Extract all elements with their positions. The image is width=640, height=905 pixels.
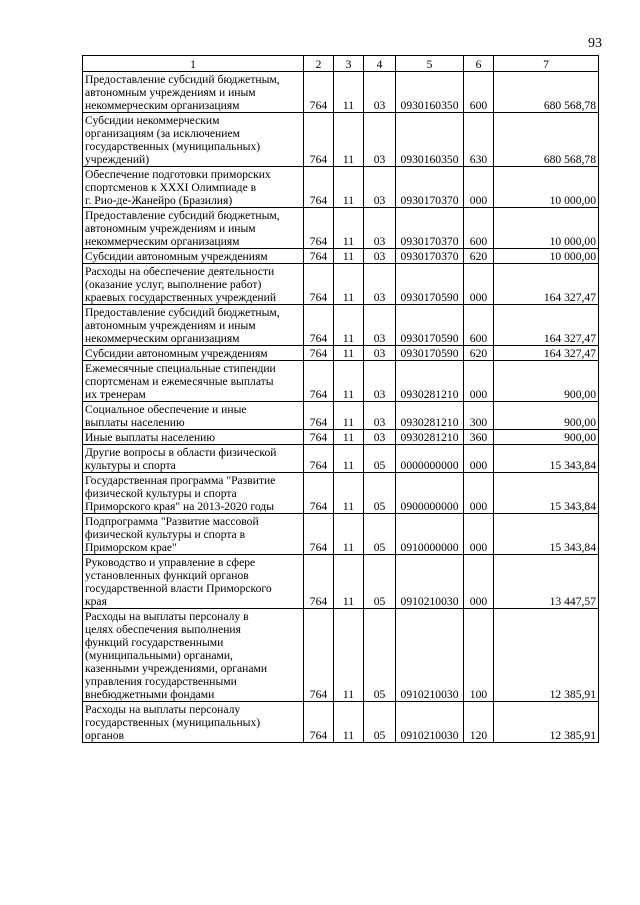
ministry-code-cell: 764 <box>304 249 334 264</box>
ministry-code-cell: 764 <box>304 702 334 743</box>
table-row <box>83 445 599 473</box>
target-article-cell: 0900000000 <box>396 473 464 514</box>
table-row <box>83 430 599 445</box>
section-code-cell: 11 <box>334 702 364 743</box>
expense-name-cell: Другие вопросы в области физической культуры и спорта <box>83 445 304 473</box>
column-header: 4 <box>364 56 396 72</box>
column-header: 6 <box>464 56 494 72</box>
expense-name-cell: Ежемесячные специальные стипендии спортсменам и ежемесячные выплаты их тренерам <box>83 361 304 402</box>
subsection-code-cell: 03 <box>364 167 396 208</box>
section-code-cell: 11 <box>334 514 364 555</box>
section-code-cell: 11 <box>334 208 364 249</box>
table-row <box>83 473 599 514</box>
amount-cell: 12 385,91 <box>494 702 599 743</box>
table-row <box>83 361 599 402</box>
amount-cell: 680 568,78 <box>494 113 599 167</box>
amount-cell: 900,00 <box>494 361 599 402</box>
table-row <box>83 208 599 249</box>
subsection-code-cell: 05 <box>364 555 396 609</box>
expense-name-cell: Расходы на выплаты персоналу государственных (муниципальных) органов <box>83 702 304 743</box>
expense-type-cell: 600 <box>464 208 494 249</box>
subsection-code-cell: 03 <box>364 361 396 402</box>
section-code-cell: 11 <box>334 473 364 514</box>
expense-name-cell: Субсидии автономным учреждениям <box>83 249 304 264</box>
amount-cell: 13 447,57 <box>494 555 599 609</box>
expense-type-cell: 600 <box>464 305 494 346</box>
target-article-cell: 0930160350 <box>396 113 464 167</box>
amount-cell: 164 327,47 <box>494 264 599 305</box>
expense-name-cell: Субсидии некоммерческим организациям (за исключением государственных (муниципальных) учреждений) <box>83 113 304 167</box>
column-header: 7 <box>494 56 599 72</box>
ministry-code-cell: 764 <box>304 555 334 609</box>
column-header: 2 <box>304 56 334 72</box>
amount-cell: 12 385,91 <box>494 609 599 702</box>
expense-name-cell: Подпрограмма "Развитие массовой физической культуры и спорта в Приморском крае" <box>83 514 304 555</box>
amount-cell: 680 568,78 <box>494 72 599 113</box>
section-code-cell: 11 <box>334 113 364 167</box>
section-code-cell: 11 <box>334 346 364 361</box>
column-header: 1 <box>83 56 304 72</box>
section-code-cell: 11 <box>334 430 364 445</box>
section-code-cell: 11 <box>334 555 364 609</box>
section-code-cell: 11 <box>334 167 364 208</box>
subsection-code-cell: 05 <box>364 609 396 702</box>
ministry-code-cell: 764 <box>304 609 334 702</box>
expense-name-cell: Расходы на выплаты персоналу в целях обеспечения выполнения функций государственными (муниципальными) органами, казенными учреждениями, органами управления государственными внебюджетными фондами <box>83 609 304 702</box>
expense-name-cell: Социальное обеспечение и иные выплаты населению <box>83 402 304 430</box>
target-article-cell: 0000000000 <box>396 445 464 473</box>
expense-type-cell: 000 <box>464 473 494 514</box>
subsection-code-cell: 03 <box>364 305 396 346</box>
table-row <box>83 609 599 702</box>
subsection-code-cell: 03 <box>364 249 396 264</box>
amount-cell: 164 327,47 <box>494 346 599 361</box>
target-article-cell: 0930281210 <box>396 361 464 402</box>
subsection-code-cell: 03 <box>364 402 396 430</box>
section-code-cell: 11 <box>334 305 364 346</box>
expense-type-cell: 360 <box>464 430 494 445</box>
amount-cell: 15 343,84 <box>494 514 599 555</box>
subsection-code-cell: 05 <box>364 473 396 514</box>
amount-cell: 10 000,00 <box>494 167 599 208</box>
subsection-code-cell: 03 <box>364 264 396 305</box>
expense-type-cell: 630 <box>464 113 494 167</box>
expense-type-cell: 000 <box>464 514 494 555</box>
target-article-cell: 0930170590 <box>396 305 464 346</box>
table-row <box>83 514 599 555</box>
section-code-cell: 11 <box>334 361 364 402</box>
table-row <box>83 249 599 264</box>
expense-type-cell: 000 <box>464 361 494 402</box>
target-article-cell: 0910000000 <box>396 514 464 555</box>
subsection-code-cell: 03 <box>364 430 396 445</box>
ministry-code-cell: 764 <box>304 445 334 473</box>
ministry-code-cell: 764 <box>304 208 334 249</box>
expense-type-cell: 000 <box>464 445 494 473</box>
target-article-cell: 0930170590 <box>396 346 464 361</box>
subsection-code-cell: 03 <box>364 113 396 167</box>
section-code-cell: 11 <box>334 264 364 305</box>
amount-cell: 15 343,84 <box>494 445 599 473</box>
target-article-cell: 0930160350 <box>396 72 464 113</box>
ministry-code-cell: 764 <box>304 514 334 555</box>
amount-cell: 900,00 <box>494 430 599 445</box>
ministry-code-cell: 764 <box>304 264 334 305</box>
subsection-code-cell: 03 <box>364 72 396 113</box>
target-article-cell: 0930170590 <box>396 264 464 305</box>
expense-type-cell: 120 <box>464 702 494 743</box>
expense-type-cell: 000 <box>464 264 494 305</box>
section-code-cell: 11 <box>334 609 364 702</box>
expense-type-cell: 100 <box>464 609 494 702</box>
section-code-cell: 11 <box>334 445 364 473</box>
amount-cell: 10 000,00 <box>494 208 599 249</box>
target-article-cell: 0930281210 <box>396 430 464 445</box>
ministry-code-cell: 764 <box>304 361 334 402</box>
target-article-cell: 0910210030 <box>396 609 464 702</box>
column-header: 3 <box>334 56 364 72</box>
ministry-code-cell: 764 <box>304 402 334 430</box>
expense-name-cell: Иные выплаты населению <box>83 430 304 445</box>
expense-name-cell: Расходы на обеспечение деятельности (оказание услуг, выполнение работ) краевых государственных учреждений <box>83 264 304 305</box>
ministry-code-cell: 764 <box>304 473 334 514</box>
expense-name-cell: Предоставление субсидий бюджетным, автономным учреждениям и иным некоммерческим организациям <box>83 305 304 346</box>
amount-cell: 15 343,84 <box>494 473 599 514</box>
column-header: 5 <box>396 56 464 72</box>
subsection-code-cell: 05 <box>364 514 396 555</box>
expense-name-cell: Обеспечение подготовки приморских спортсменов к XXXI Олимпиаде в г. Рио-де-Жанейро (Бразилия) <box>83 167 304 208</box>
subsection-code-cell: 05 <box>364 702 396 743</box>
table-row <box>83 72 599 113</box>
expense-type-cell: 000 <box>464 555 494 609</box>
section-code-cell: 11 <box>334 249 364 264</box>
target-article-cell: 0910210030 <box>396 702 464 743</box>
expense-type-cell: 620 <box>464 346 494 361</box>
target-article-cell: 0930170370 <box>396 249 464 264</box>
table-row <box>83 346 599 361</box>
expense-type-cell: 300 <box>464 402 494 430</box>
expense-name-cell: Государственная программа "Развитие физической культуры и спорта Приморского края" на 2013-2020 годы <box>83 473 304 514</box>
table-row <box>83 402 599 430</box>
expense-name-cell: Предоставление субсидий бюджетным, автономным учреждениям и иным некоммерческим организациям <box>83 208 304 249</box>
subsection-code-cell: 03 <box>364 346 396 361</box>
expense-type-cell: 620 <box>464 249 494 264</box>
table-row <box>83 702 599 743</box>
ministry-code-cell: 764 <box>304 72 334 113</box>
target-article-cell: 0910210030 <box>396 555 464 609</box>
ministry-code-cell: 764 <box>304 430 334 445</box>
table-row <box>83 167 599 208</box>
amount-cell: 164 327,47 <box>494 305 599 346</box>
amount-cell: 10 000,00 <box>494 249 599 264</box>
ministry-code-cell: 764 <box>304 305 334 346</box>
ministry-code-cell: 764 <box>304 346 334 361</box>
table-row <box>83 113 599 167</box>
section-code-cell: 11 <box>334 402 364 430</box>
target-article-cell: 0930170370 <box>396 208 464 249</box>
ministry-code-cell: 764 <box>304 167 334 208</box>
ministry-code-cell: 764 <box>304 113 334 167</box>
subsection-code-cell: 05 <box>364 445 396 473</box>
budget-table <box>82 55 599 743</box>
amount-cell: 900,00 <box>494 402 599 430</box>
page-number: 93 <box>588 36 602 51</box>
expense-type-cell: 000 <box>464 167 494 208</box>
expense-name-cell: Субсидии автономным учреждениям <box>83 346 304 361</box>
table-row <box>83 305 599 346</box>
expense-name-cell: Предоставление субсидий бюджетным, автономным учреждениям и иным некоммерческим организациям <box>83 72 304 113</box>
target-article-cell: 0930281210 <box>396 402 464 430</box>
expense-name-cell: Руководство и управление в сфере установленных функций органов государственной власти Приморского края <box>83 555 304 609</box>
table-row <box>83 264 599 305</box>
table-header-row <box>83 56 599 72</box>
section-code-cell: 11 <box>334 72 364 113</box>
target-article-cell: 0930170370 <box>396 167 464 208</box>
expense-type-cell: 600 <box>464 72 494 113</box>
subsection-code-cell: 03 <box>364 208 396 249</box>
table-row <box>83 555 599 609</box>
